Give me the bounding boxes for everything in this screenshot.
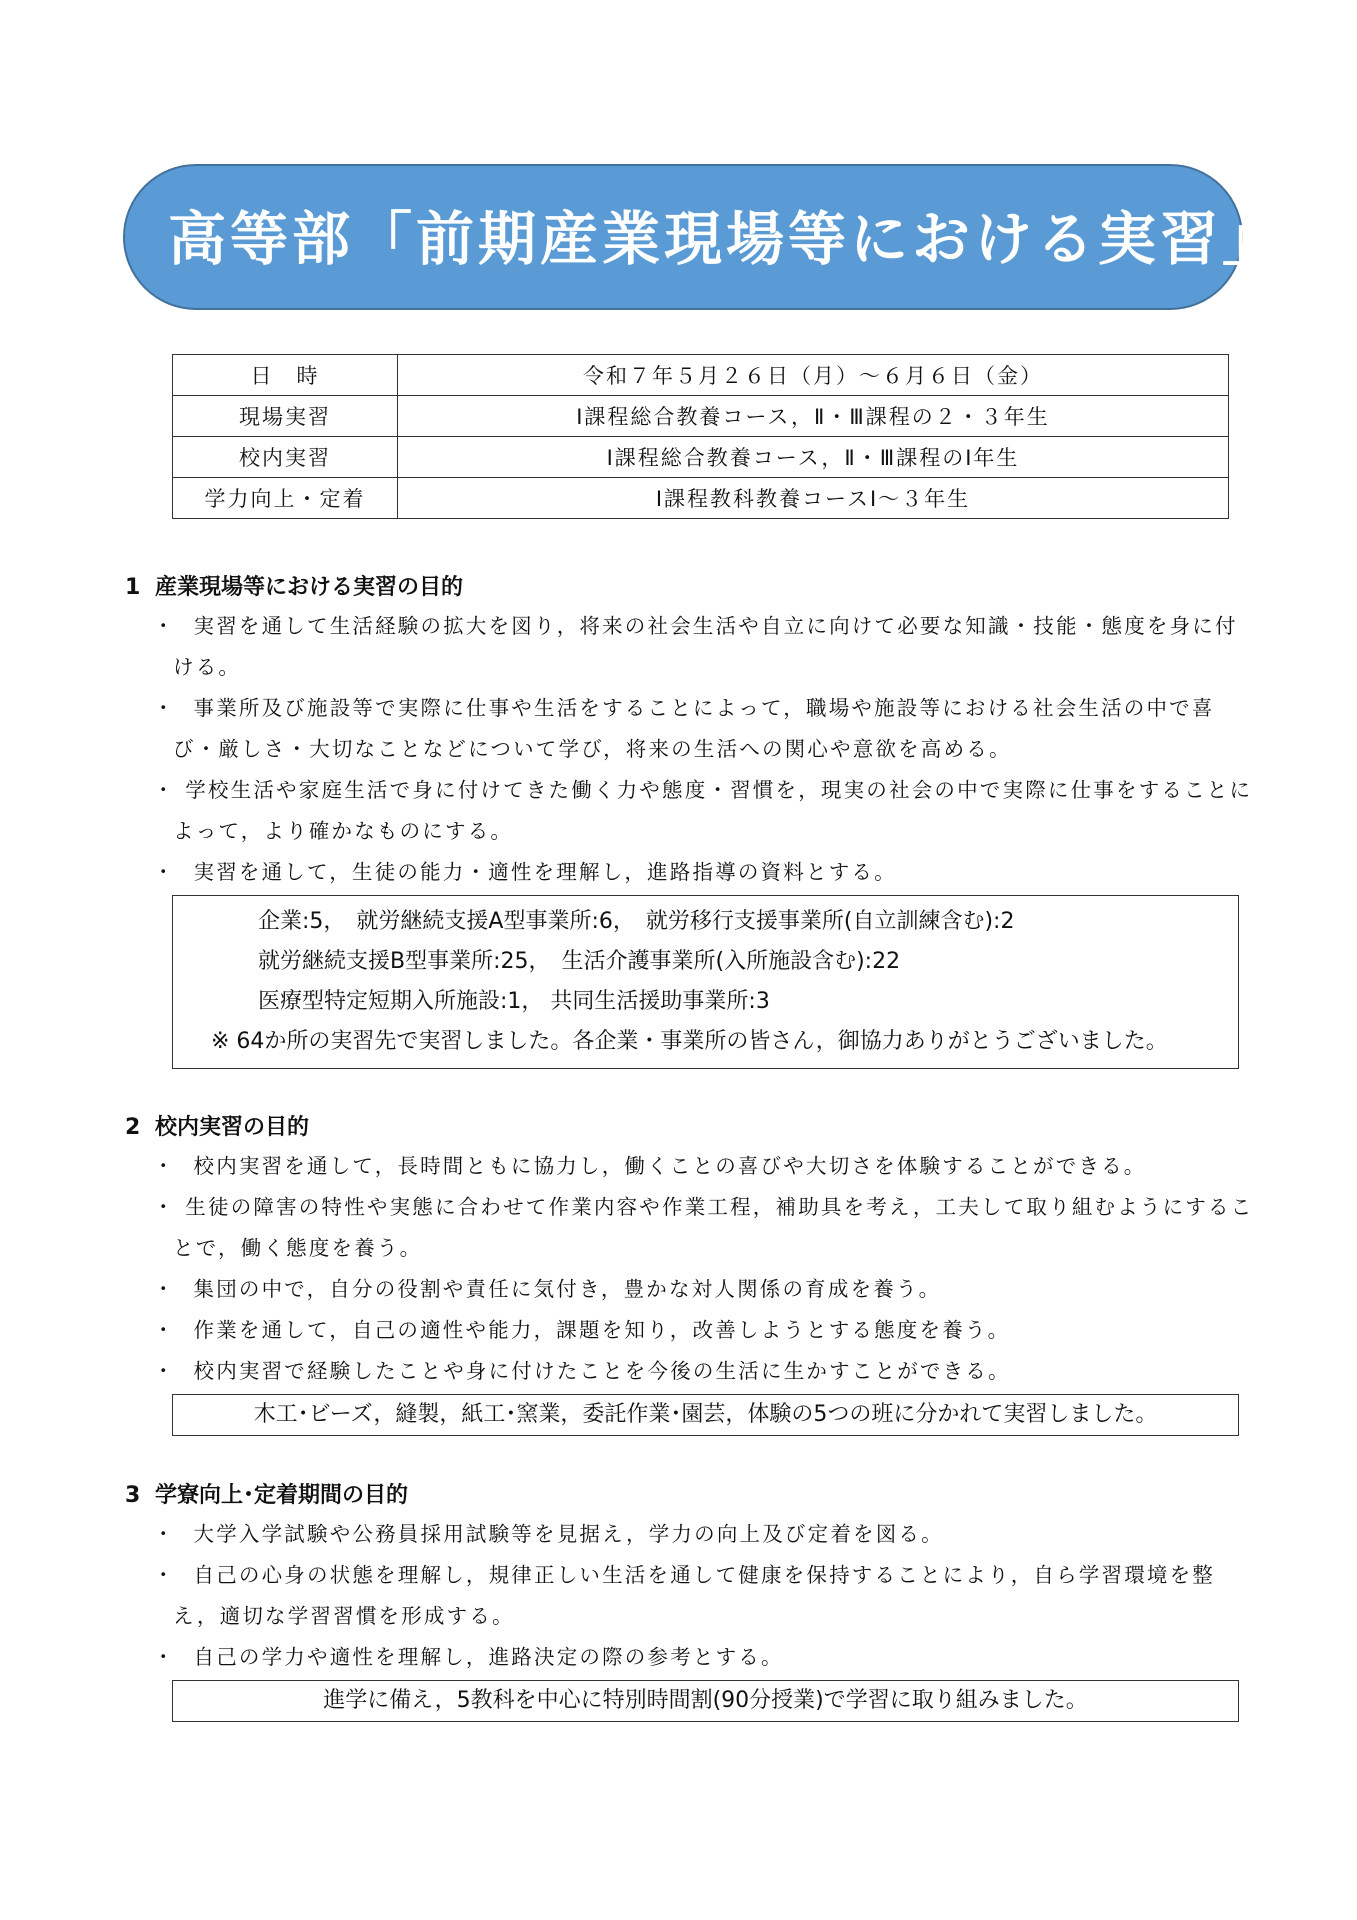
training-sites-box xyxy=(172,895,1239,1069)
section-heading-text: 産業現場等における実習の目的 xyxy=(155,575,464,600)
bullet-marker: ・ xyxy=(153,1563,176,1587)
section-school-training-purpose xyxy=(125,1110,1255,1436)
bullet-marker: ・ xyxy=(153,1318,176,1342)
table-value: Ⅰ課程総合教養コース，Ⅱ・Ⅲ課程のⅠ年生 xyxy=(398,437,1229,478)
list-item xyxy=(125,1269,1255,1310)
list-item xyxy=(125,1310,1255,1351)
section-number: 3 xyxy=(125,1483,141,1508)
table-value: Ⅰ課程教科教養コースⅠ～３年生 xyxy=(398,478,1229,519)
page-title: 高等部「前期産業現場等における実習」 xyxy=(168,205,1285,273)
list-item-text: 作業を通して，自己の適性や能力，課題を知り，改善しようとする態度を養う。 xyxy=(193,1318,1011,1342)
table-label: 現場実習 xyxy=(173,396,398,437)
section-number: 2 xyxy=(125,1115,141,1140)
bullet-marker: ・ xyxy=(153,696,176,720)
list-item-text: 自己の心身の状態を理解し，規律正しい生活を通して健康を保持することにより，自ら学習環境を整え，適切な学習習慣を形成する。 xyxy=(173,1563,1215,1628)
section-practical-training-purpose xyxy=(125,570,1255,1069)
study-plan-text: 進学に備え，5教科を中心に特別時間割(90分授業)で学習に取り組みました。 xyxy=(323,1688,1088,1713)
list-item xyxy=(125,606,1255,688)
bullet-list xyxy=(125,1146,1255,1392)
section-heading-text: 学寮向上･定着期間の目的 xyxy=(155,1483,409,1508)
section-heading xyxy=(125,1110,1255,1146)
table-value: 令和７年５月２６日（月）～６月６日（金） xyxy=(398,355,1229,396)
list-item xyxy=(125,1146,1255,1187)
bullet-marker: ・ xyxy=(153,778,176,802)
list-item-text: 実習を通して，生徒の能力・適性を理解し，進路指導の資料とする。 xyxy=(193,860,897,884)
bullet-marker: ・ xyxy=(153,1195,176,1219)
thanks-note: ※ 64か所の実習先で実習しました。各企業・事業所の皆さん，御協力ありがとうございました。 xyxy=(211,1029,1168,1054)
list-item-text: 大学入学試験や公務員採用試験等を見据え，学力の向上及び定着を図る。 xyxy=(193,1522,944,1546)
work-groups-text: 木工･ビーズ，縫製，紙工･窯業，委託作業･園芸，体験の5つの班に分かれて実習しました。 xyxy=(253,1402,1158,1427)
list-item xyxy=(125,1555,1255,1637)
list-item-text: 校内実習で経験したことや身に付けたことを今後の生活に生かすことができる。 xyxy=(193,1359,1011,1383)
bullet-marker: ・ xyxy=(153,1522,176,1546)
section-heading xyxy=(125,570,1255,606)
list-item-text: 事業所及び施設等で実際に仕事や生活をすることによって，職場や施設等における社会生活の中で喜び・厳しさ・大切なことなどについて学び，将来の生活への関心や意欲を高める。 xyxy=(173,696,1215,761)
bullet-list xyxy=(125,1514,1255,1678)
bullet-marker: ・ xyxy=(153,1277,176,1301)
list-item xyxy=(125,688,1255,770)
table-label: 学力向上・定着 xyxy=(173,478,398,519)
table-value: Ⅰ課程総合教養コース，Ⅱ・Ⅲ課程の２・３年生 xyxy=(398,396,1229,437)
schedule-table xyxy=(172,354,1229,519)
list-item xyxy=(125,1637,1255,1678)
list-item-text: 実習を通して生活経験の拡大を図り，将来の社会生活や自立に向けて必要な知識・技能・態度を身に付ける。 xyxy=(173,614,1238,679)
sites-line: 就労継続支援B型事業所:25， 生活介護事業所(入所施設含む):22 xyxy=(258,949,901,974)
sites-line: 医療型特定短期入所施設:1， 共同生活援助事業所:3 xyxy=(258,989,770,1014)
bullet-marker: ・ xyxy=(153,1645,176,1669)
list-item xyxy=(125,770,1255,852)
list-item xyxy=(125,1351,1255,1392)
section-heading-text: 校内実習の目的 xyxy=(155,1115,310,1140)
sites-line: 企業:5， 就労継続支援A型事業所:6， 就労移行支援事業所(自立訓練含む):2 xyxy=(258,909,1015,934)
section-number: 1 xyxy=(125,575,141,600)
bullet-marker: ・ xyxy=(153,614,176,638)
table-row xyxy=(173,478,1229,519)
table-label: 校内実習 xyxy=(173,437,398,478)
bullet-marker: ・ xyxy=(153,860,176,884)
table-label: 日 時 xyxy=(173,355,398,396)
bullet-marker: ・ xyxy=(153,1359,176,1383)
table-row xyxy=(173,355,1229,396)
section-heading xyxy=(125,1478,1255,1514)
table-row xyxy=(173,396,1229,437)
list-item-text: 自己の学力や適性を理解し，進路決定の際の参考とする。 xyxy=(193,1645,784,1669)
title-banner xyxy=(123,164,1285,310)
list-item-text: 生徒の障害の特性や実態に合わせて作業内容や作業工程，補助具を考え，工夫して取り組むようにすることで，働く態度を養う。 xyxy=(173,1195,1254,1260)
list-item-text: 学校生活や家庭生活で身に付けてきた働く力や態度・習慣を，現実の社会の中で実際に仕事をすることによって，より確かなものにする。 xyxy=(173,778,1253,843)
list-item xyxy=(125,1187,1255,1269)
bullet-marker: ・ xyxy=(153,1154,176,1178)
list-item xyxy=(125,1514,1255,1555)
bullet-list xyxy=(125,606,1255,893)
section-academic-improvement-purpose xyxy=(125,1478,1255,1722)
work-groups-box xyxy=(172,1394,1239,1436)
list-item-text: 集団の中で，自分の役割や責任に気付き，豊かな対人関係の育成を養う。 xyxy=(193,1277,942,1301)
study-plan-box xyxy=(172,1680,1239,1722)
table-row xyxy=(173,437,1229,478)
list-item xyxy=(125,852,1255,893)
list-item-text: 校内実習を通して，長時間ともに協力し，働くことの喜びや大切さを体験することができる。 xyxy=(193,1154,1147,1178)
